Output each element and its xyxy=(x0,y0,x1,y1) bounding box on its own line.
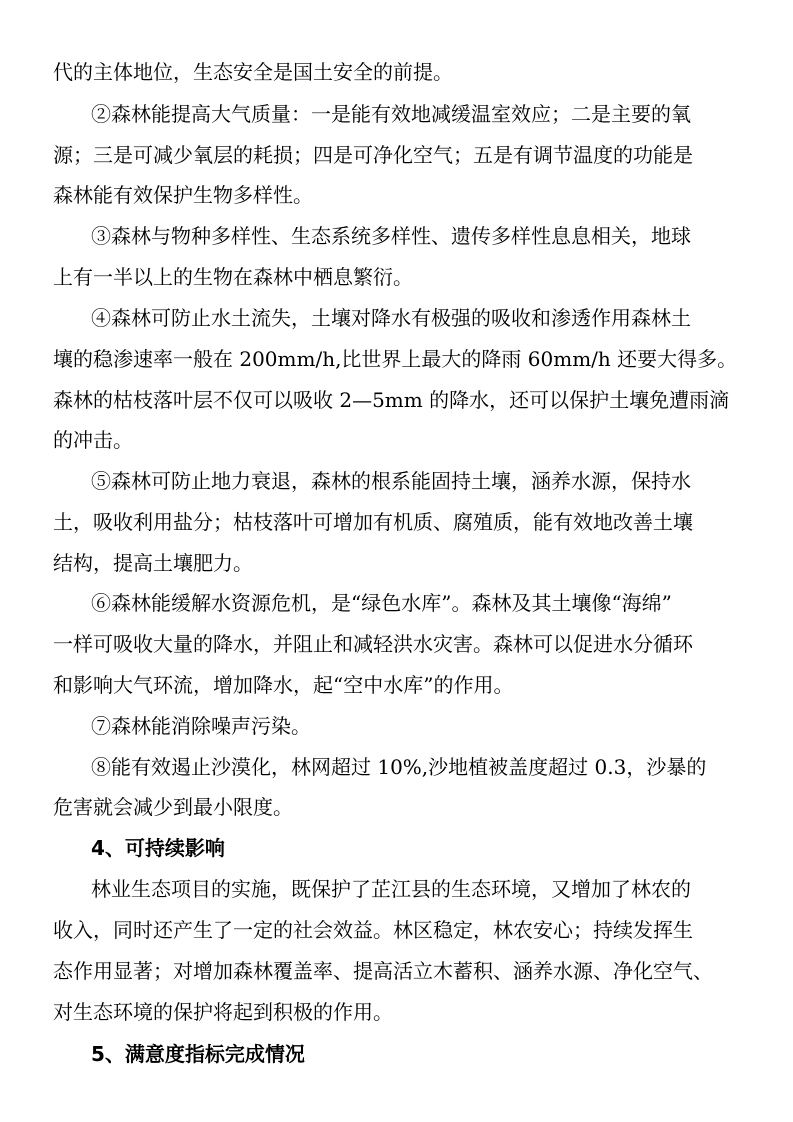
text-line: 上有一半以上的生物在森林中栖息繁衍。 xyxy=(53,265,413,289)
text-line: 壤的稳渗速率一般在 200mm/h,比世界上最大的降雨 60mm/h 还要大得多。 xyxy=(53,347,738,371)
text-line: 态作用显著；对增加森林覆盖率、提高活立木蓄积、涵养水源、净化空气、 xyxy=(53,959,713,983)
section-heading: 5、满意度指标完成情况 xyxy=(91,1042,305,1066)
text-line: ⑦森林能消除噪声污染。 xyxy=(91,714,311,738)
text-line: 危害就会减少到最小限度。 xyxy=(53,795,293,819)
text-line: ⑧能有效遏止沙漠化，林网超过 10%,沙地植被盖度超过 0.3，沙暴的 xyxy=(91,755,707,779)
text-line: ⑤森林可防止地力衰退，森林的根系能固持土壤，涵养水源，保持水 xyxy=(91,469,691,493)
text-line: 森林的枯枝落叶层不仅可以吸收 2—5mm 的降水，还可以保护土壤免遭雨滴 xyxy=(53,388,730,412)
section-heading: 4、可持续影响 xyxy=(91,836,225,860)
text-line: 收入，同时还产生了一定的社会效益。林区稳定，林农安心；持续发挥生 xyxy=(53,918,693,942)
text-line: 和影响大气环流，增加降水，起“空中水库”的作用。 xyxy=(53,673,514,697)
text-line: 的冲击。 xyxy=(53,428,133,452)
text-line: 一样可吸收大量的降水，并阻止和减轻洪水灾害。森林可以促进水分循环 xyxy=(53,632,693,656)
text-line: 结构，提高土壤肥力。 xyxy=(53,551,253,575)
text-line: ②森林能提高大气质量：一是能有效地减缓温室效应；二是主要的氧 xyxy=(91,102,691,126)
text-line: ③森林与物种多样性、生态系统多样性、遗传多样性息息相关，地球 xyxy=(91,224,691,248)
text-line: 对生态环境的保护将起到积极的作用。 xyxy=(53,1000,393,1024)
text-line: 林业生态项目的实施，既保护了芷江县的生态环境，又增加了林农的 xyxy=(91,877,691,901)
text-line: ⑥森林能缓解水资源危机，是“绿色水库”。森林及其土壤像“海绵” xyxy=(91,591,672,615)
text-line: ④森林可防止水土流失，土壤对降水有极强的吸收和渗透作用森林土 xyxy=(91,306,691,330)
text-line: 森林能有效保护生物多样性。 xyxy=(53,183,313,207)
text-line: 源；三是可减少氧层的耗损；四是可净化空气；五是有调节温度的功能是 xyxy=(53,143,693,167)
text-line: 代的主体地位，生态安全是国土安全的前提。 xyxy=(53,60,453,84)
text-line: 土，吸收利用盐分；枯枝落叶可增加有机质、腐殖质，能有效地改善土壤 xyxy=(53,510,693,534)
